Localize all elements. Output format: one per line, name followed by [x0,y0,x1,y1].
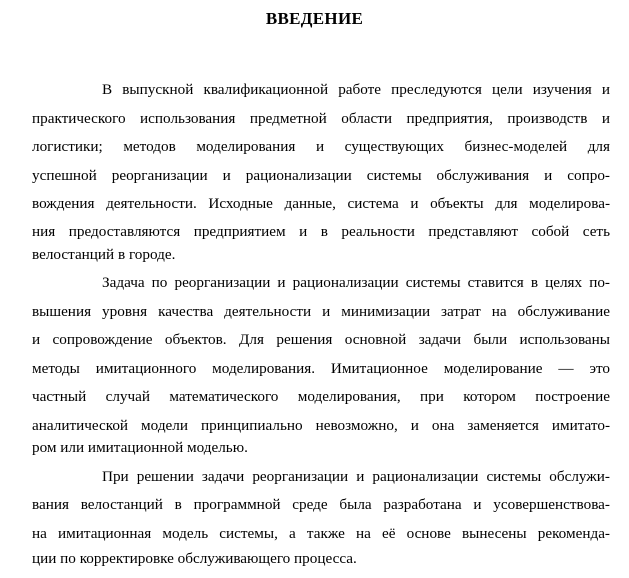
paragraph-3-line-1: При решении задачи реорганизации и рационализации системы обслужи- [102,468,610,485]
paragraph-1-line-4: успешной реорганизации и рационализации системы обслуживания и сопро- [32,167,610,184]
paragraph-3-line-4: ции по корректировке обслуживающего процесса. [32,550,357,567]
paragraph-2-line-6: аналитической модели принципиально невозможно, и она заменяется имитато- [32,417,610,434]
page-title: ВВЕДЕНИЕ [265,9,364,28]
paragraph-2-line-5: частный случай математического моделирования, при котором построение [32,388,610,405]
paragraph-1-line-6: ния предоставляются предприятием и в реальности представляют собой сеть [32,223,610,240]
paragraph-1-line-1: В выпускной квалификационной работе преследуются цели изучения и [102,81,610,98]
paragraph-1-line-7: велостанций в городе. [32,246,176,263]
paragraph-1-line-3: логистики; методов моделирования и существующих бизнес-моделей для [32,138,610,155]
paragraph-1-line-5: вождения деятельности. Исходные данные, система и объекты для моделирова- [32,195,610,212]
paragraph-3-line-3: на имитационная модель системы, а также на её основе вынесены рекоменда- [32,525,610,542]
paragraph-3-line-2: вания велостанций в программной среде была разработана и усовершенствова- [32,496,610,513]
paragraph-2-line-1: Задача по реорганизации и рационализации системы ставится в целях по- [102,274,610,291]
paragraph-2-line-7: ром или имитационной моделью. [32,439,248,456]
paragraph-2-line-2: вышения уровня качества деятельности и минимизации затрат на обслуживание [32,303,610,320]
paragraph-2-line-3: и сопровождение объектов. Для решения основной задачи были использованы [32,331,610,348]
paragraph-2-line-4: методы имитационного моделирования. Имитационное моделирование — это [32,360,610,377]
paragraph-1-line-2: практического использования предметной области предприятия, производств и [32,110,610,127]
